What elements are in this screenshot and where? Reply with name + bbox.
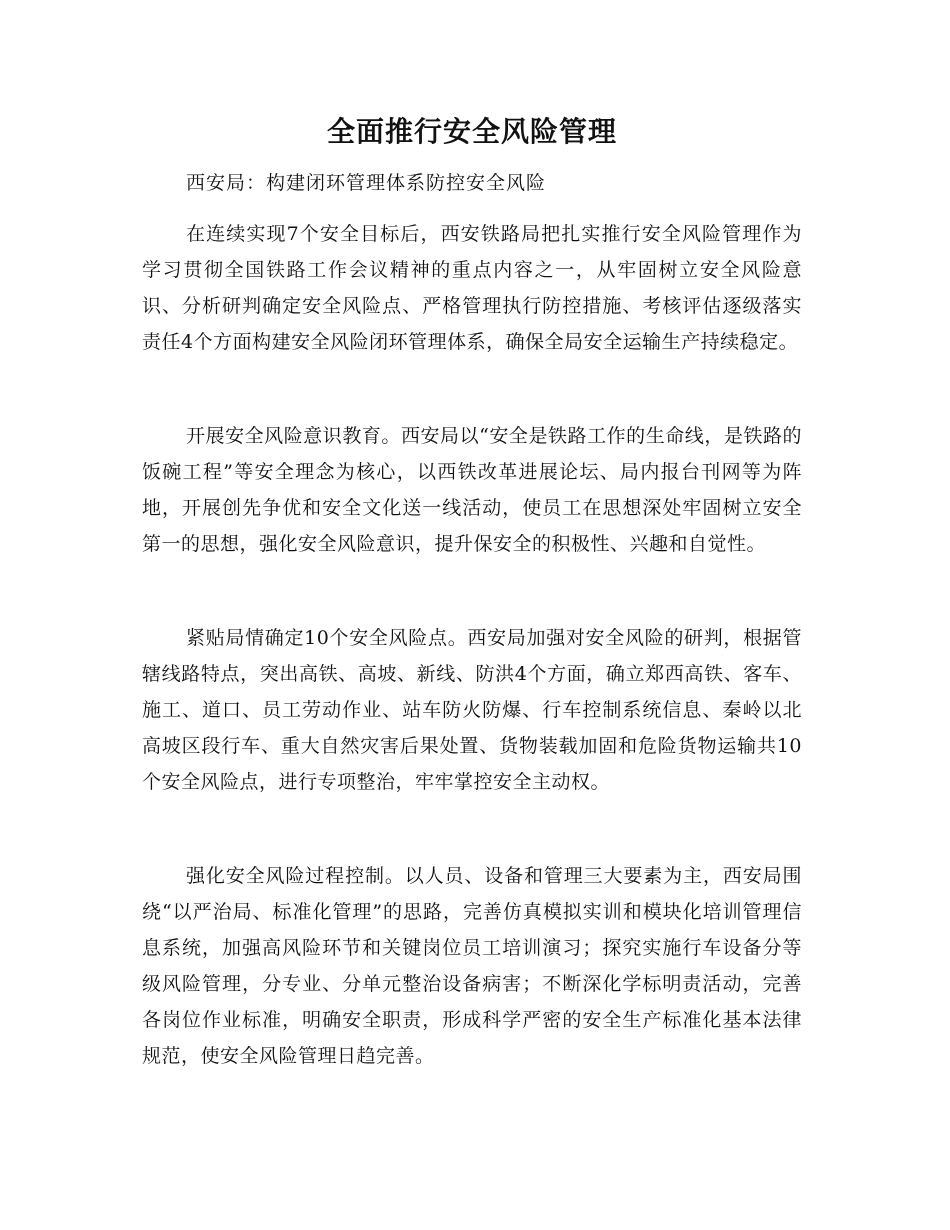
document-title: 全面推行安全风险管理 xyxy=(326,115,617,148)
paragraph-risk-points: 紧贴局情确定10个安全风险点。西安局加强对安全风险的研判，根据管辖线路特点，突出高铁、高坡、新线、防洪4个方面，确立郑西高铁、客车、施工、道口、员工劳动作业、站车防火防爆、行车控制系统信息、秦岭以北高坡区段行车、重大自然灾害后果处置、货物装载加固和危险货物运输共10个安全风险点，进行专项整治，牢牢掌控安全主动权。 xyxy=(142,627,802,793)
document-subtitle: 西安局：构建闭环管理体系防控安全风险 xyxy=(186,172,547,194)
document-page xyxy=(142,0,802,1230)
paragraph-process-control: 强化安全风险过程控制。以人员、设备和管理三大要素为主，西安局围绕“以严治局、标准化管理”的思路，完善仿真模拟实训和模块化培训管理信息系统，加强高风险环节和关键岗位员工培训演习；探究实施行车设备分等级风险管理，分专业、分单元整治设备病害；不断深化学标明责活动，完善各岗位作业标准，明确安全职责，形成科学严密的安全生产标准化基本法律规范，使安全风险管理日趋完善。 xyxy=(142,865,802,1067)
paragraph-awareness-education: 开展安全风险意识教育。西安局以“安全是铁路工作的生命线，是铁路的饭碗工程”等安全理念为核心，以西铁改革进展论坛、局内报台刊网等为阵地，开展创先争优和安全文化送一线活动，使员工在思想深处牢固树立安全第一的思想，强化安全风险意识，提升保安全的积极性、兴趣和自觉性。 xyxy=(142,425,802,555)
paragraph-intro: 在连续实现7个安全目标后，西安铁路局把扎实推行安全风险管理作为学习贯彻全国铁路工作会议精神的重点内容之一，从牢固树立安全风险意识、分析研判确定安全风险点、严格管理执行防控措施、考核评估逐级落实责任4个方面构建安全风险闭环管理体系，确保全局安全运输生产持续稳定。 xyxy=(142,223,802,353)
